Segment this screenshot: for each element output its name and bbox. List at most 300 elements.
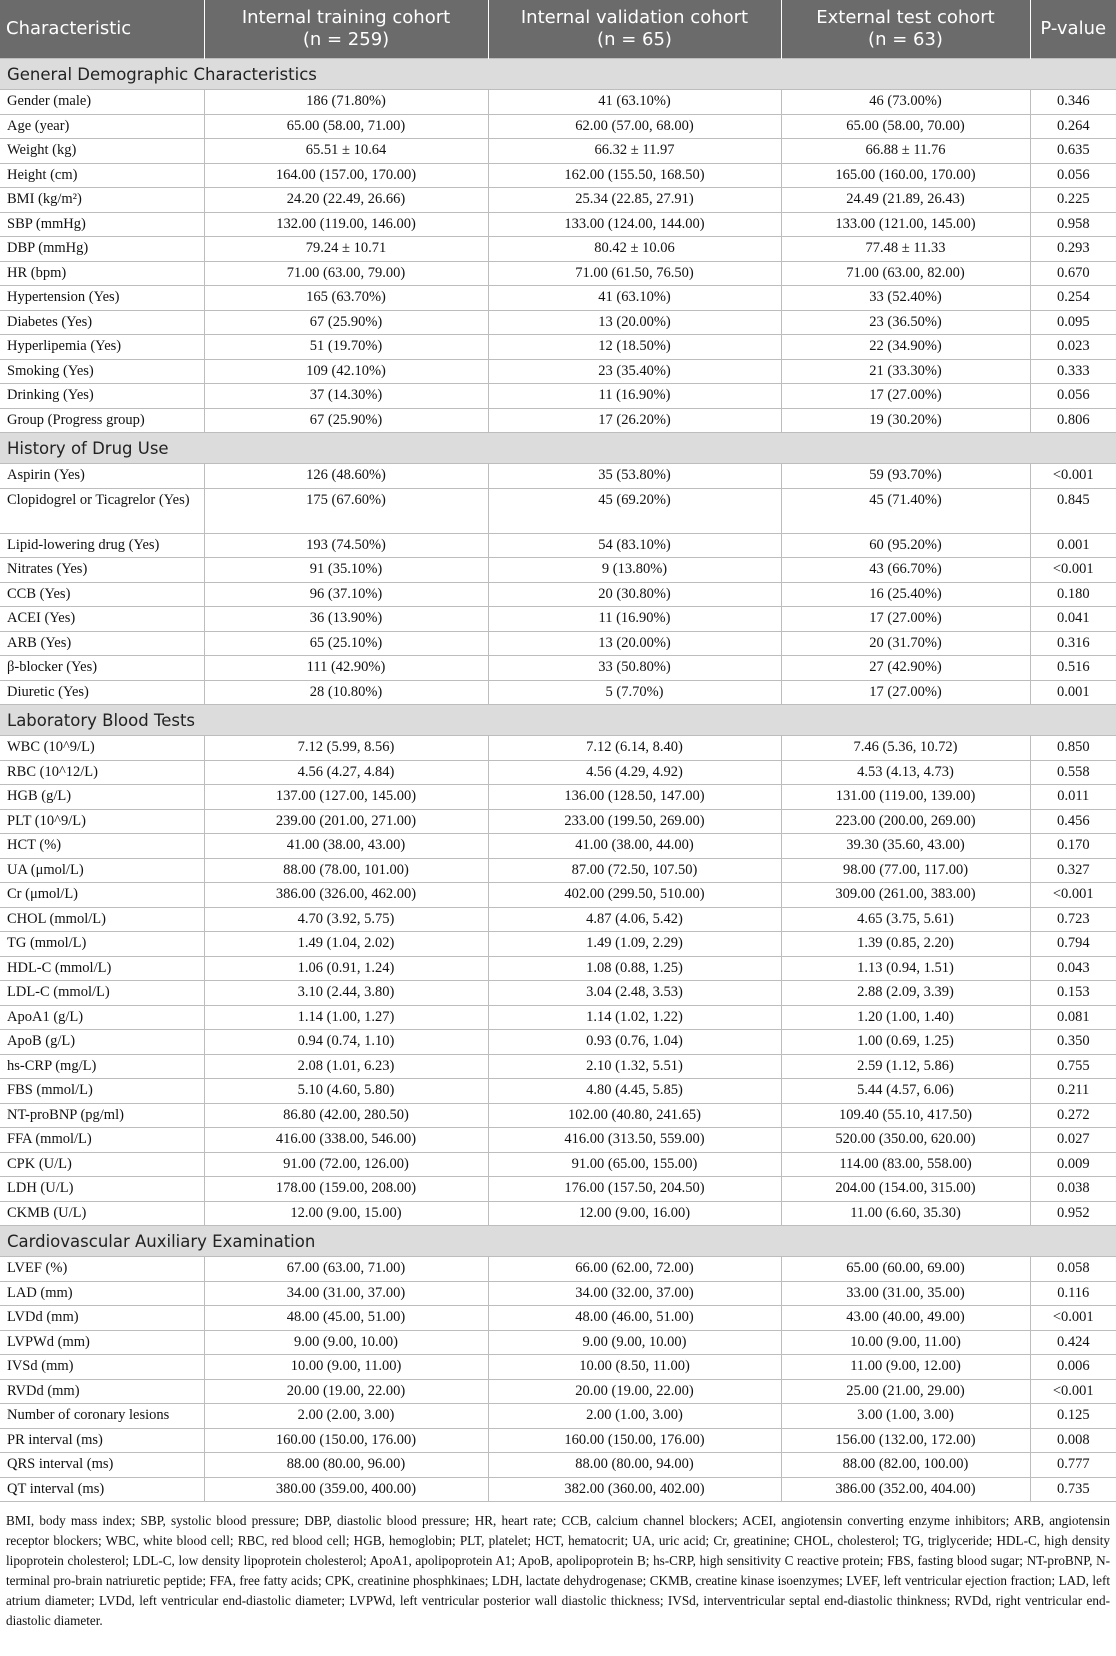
cell-p-value: <0.001 [1030, 558, 1116, 583]
cell-test: 19 (30.20%) [781, 408, 1030, 433]
cell-test: 4.65 (3.75, 5.61) [781, 907, 1030, 932]
header-label: Internal validation cohort [520, 7, 749, 28]
cell-test: 77.48 ± 11.33 [781, 237, 1030, 262]
cell-test: 46 (73.00%) [781, 90, 1030, 115]
cell-p-value: 0.735 [1030, 1477, 1116, 1502]
cell-characteristic: PR interval (ms) [0, 1428, 204, 1453]
cell-p-value: 0.558 [1030, 760, 1116, 785]
table-row [0, 1201, 1116, 1226]
cell-characteristic: ARB (Yes) [0, 631, 204, 656]
cell-test: 25.00 (21.00, 29.00) [781, 1379, 1030, 1404]
cell-characteristic: Diabetes (Yes) [0, 310, 204, 335]
cell-p-value: 0.272 [1030, 1103, 1116, 1128]
cell-validation: 41 (63.10%) [488, 286, 781, 311]
table-row [0, 237, 1116, 262]
cell-test: 17 (27.00%) [781, 384, 1030, 409]
cell-validation: 17 (26.20%) [488, 408, 781, 433]
cell-training: 126 (48.60%) [204, 464, 488, 489]
cell-training: 1.14 (1.00, 1.27) [204, 1005, 488, 1030]
cell-test: 59 (93.70%) [781, 464, 1030, 489]
header-row [0, 0, 1116, 59]
table-row [0, 907, 1116, 932]
cell-validation: 23 (35.40%) [488, 359, 781, 384]
cell-p-value: 0.006 [1030, 1355, 1116, 1380]
cell-training: 380.00 (359.00, 400.00) [204, 1477, 488, 1502]
cell-training: 137.00 (127.00, 145.00) [204, 785, 488, 810]
table-row [0, 310, 1116, 335]
cell-training: 96 (37.10%) [204, 582, 488, 607]
cell-validation: 20 (30.80%) [488, 582, 781, 607]
cell-p-value: 0.056 [1030, 384, 1116, 409]
cell-training: 36 (13.90%) [204, 607, 488, 632]
cell-characteristic: β-blocker (Yes) [0, 656, 204, 681]
cell-validation: 1.08 (0.88, 1.25) [488, 956, 781, 981]
cell-validation: 233.00 (199.50, 269.00) [488, 809, 781, 834]
section-title: Cardiovascular Auxiliary Examination [0, 1226, 1116, 1257]
cell-p-value: <0.001 [1030, 883, 1116, 908]
cell-p-value: 0.001 [1030, 680, 1116, 705]
cell-training: 67 (25.90%) [204, 408, 488, 433]
cell-test: 156.00 (132.00, 172.00) [781, 1428, 1030, 1453]
cell-characteristic: HGB (g/L) [0, 785, 204, 810]
cell-p-value: 0.041 [1030, 607, 1116, 632]
cell-test: 16 (25.40%) [781, 582, 1030, 607]
abbreviation-footnote: BMI, body mass index; SBP, systolic blood pressure; DBP, diastolic blood pressure; HR, heart rate; CCB, calcium channel blockers; ACEI, angiotensin converting enzyme inhibitors; ARB, angiotensin receptor blockers; WBC, white blood cell; RBC, red blood cell; HGB, hemoglobin; PLT, platelet; HCT, hematocrit; UA, uric acid; Cr, greatinine; CHOL, cholesterol; TG, triglyceride; HDL-C, high density lipoprotein cholesterol; LDL-C, low density lipoprotein cholesterol; ApoA1, apolipoprotein A1; ApoB, apolipoprotein B; hs-CRP, high sensitivity C reactive protein; FBS, fasting blood sugar; NT-proBNP, N-terminal pro-brain natriuretic peptide; FFA, free fatty acids; CPK, creatinine phosphkinaes; LDH, lactate dehydrogenase; CKMB, creatine kinase isoenzymes; LVEF, left ventricular ejection fraction; LAD, left atrium diameter; LVDd, left ventricular end-diastolic diameter; LVPWd, left ventricular posterior wall diastolic thickness; IVSd, interventricular septal end-diastolic thinkness; RVDd, right ventricular end-diastolic diameter. [6, 1513, 1110, 1628]
cell-test: 5.44 (4.57, 6.06) [781, 1079, 1030, 1104]
table-row [0, 1281, 1116, 1306]
cell-p-value: 0.845 [1030, 488, 1116, 533]
cell-characteristic: FBS (mmol/L) [0, 1079, 204, 1104]
cell-characteristic: TG (mmol/L) [0, 932, 204, 957]
cell-training: 7.12 (5.99, 8.56) [204, 736, 488, 761]
cell-training: 65.51 ± 10.64 [204, 139, 488, 164]
cell-validation: 2.10 (1.32, 5.51) [488, 1054, 781, 1079]
cell-validation: 62.00 (57.00, 68.00) [488, 114, 781, 139]
cell-validation: 25.34 (22.85, 27.91) [488, 188, 781, 213]
cell-training: 71.00 (63.00, 79.00) [204, 261, 488, 286]
table-row [0, 558, 1116, 583]
table-row [0, 809, 1116, 834]
cell-p-value: 0.008 [1030, 1428, 1116, 1453]
cell-p-value: 0.056 [1030, 163, 1116, 188]
cell-characteristic: Aspirin (Yes) [0, 464, 204, 489]
cell-validation: 88.00 (80.00, 94.00) [488, 1453, 781, 1478]
cell-validation: 71.00 (61.50, 76.50) [488, 261, 781, 286]
cell-training: 88.00 (80.00, 96.00) [204, 1453, 488, 1478]
table-row [0, 1030, 1116, 1055]
table-row [0, 286, 1116, 311]
cell-p-value: 0.058 [1030, 1257, 1116, 1282]
cell-characteristic: DBP (mmHg) [0, 237, 204, 262]
cell-test: 1.00 (0.69, 1.25) [781, 1030, 1030, 1055]
cell-test: 33.00 (31.00, 35.00) [781, 1281, 1030, 1306]
cell-characteristic: LDL-C (mmol/L) [0, 981, 204, 1006]
cell-validation: 102.00 (40.80, 241.65) [488, 1103, 781, 1128]
cell-test: 4.53 (4.13, 4.73) [781, 760, 1030, 785]
cell-test: 17 (27.00%) [781, 680, 1030, 705]
table-body [0, 59, 1116, 1502]
table-row [0, 760, 1116, 785]
table-row [0, 212, 1116, 237]
cell-validation: 9.00 (9.00, 10.00) [488, 1330, 781, 1355]
cell-p-value: 0.081 [1030, 1005, 1116, 1030]
cell-test: 7.46 (5.36, 10.72) [781, 736, 1030, 761]
cell-training: 416.00 (338.00, 546.00) [204, 1128, 488, 1153]
header-test-cohort [781, 0, 1030, 59]
cell-validation: 1.14 (1.02, 1.22) [488, 1005, 781, 1030]
cell-test: 11.00 (9.00, 12.00) [781, 1355, 1030, 1380]
cell-validation: 35 (53.80%) [488, 464, 781, 489]
cell-test: 66.88 ± 11.76 [781, 139, 1030, 164]
cell-validation: 11 (16.90%) [488, 384, 781, 409]
cell-test: 3.00 (1.00, 3.00) [781, 1404, 1030, 1429]
cell-p-value: 0.794 [1030, 932, 1116, 957]
cell-test: 165.00 (160.00, 170.00) [781, 163, 1030, 188]
cell-test: 109.40 (55.10, 417.50) [781, 1103, 1030, 1128]
cell-p-value: 0.755 [1030, 1054, 1116, 1079]
cell-p-value: 0.264 [1030, 114, 1116, 139]
header-label: Internal training cohort [241, 7, 451, 28]
cell-validation: 13 (20.00%) [488, 310, 781, 335]
cell-p-value: 0.958 [1030, 212, 1116, 237]
cell-characteristic: Clopidogrel or Ticagrelor (Yes) [0, 488, 204, 533]
table-row [0, 1257, 1116, 1282]
cell-p-value: 0.424 [1030, 1330, 1116, 1355]
cell-p-value: 0.327 [1030, 858, 1116, 883]
cell-characteristic: RVDd (mm) [0, 1379, 204, 1404]
cell-test: 24.49 (21.89, 26.43) [781, 188, 1030, 213]
cell-training: 24.20 (22.49, 26.66) [204, 188, 488, 213]
cell-characteristic: Number of coronary lesions [0, 1404, 204, 1429]
table-row [0, 1103, 1116, 1128]
cell-p-value: 0.043 [1030, 956, 1116, 981]
cell-p-value: 0.038 [1030, 1177, 1116, 1202]
cell-characteristic: Smoking (Yes) [0, 359, 204, 384]
section-title: Laboratory Blood Tests [0, 705, 1116, 736]
cell-training: 160.00 (150.00, 176.00) [204, 1428, 488, 1453]
table-row [0, 1477, 1116, 1502]
cell-characteristic: FFA (mmol/L) [0, 1128, 204, 1153]
cell-test: 20 (31.70%) [781, 631, 1030, 656]
cell-characteristic: LVPWd (mm) [0, 1330, 204, 1355]
cell-test: 23 (36.50%) [781, 310, 1030, 335]
cell-test: 1.20 (1.00, 1.40) [781, 1005, 1030, 1030]
cell-test: 2.88 (2.09, 3.39) [781, 981, 1030, 1006]
cell-validation: 41 (63.10%) [488, 90, 781, 115]
cell-characteristic: UA (μmol/L) [0, 858, 204, 883]
table-row [0, 1404, 1116, 1429]
table-row [0, 981, 1116, 1006]
cell-p-value: 0.346 [1030, 90, 1116, 115]
header-validation-cohort [488, 0, 781, 59]
cell-characteristic: HDL-C (mmol/L) [0, 956, 204, 981]
cell-training: 88.00 (78.00, 101.00) [204, 858, 488, 883]
cell-training: 79.24 ± 10.71 [204, 237, 488, 262]
cell-characteristic: Cr (μmol/L) [0, 883, 204, 908]
cell-validation: 87.00 (72.50, 107.50) [488, 858, 781, 883]
cell-validation: 9 (13.80%) [488, 558, 781, 583]
table-row [0, 335, 1116, 360]
cell-p-value: 0.806 [1030, 408, 1116, 433]
cell-characteristic: Hyperlipemia (Yes) [0, 335, 204, 360]
table-row [0, 188, 1116, 213]
cell-training: 20.00 (19.00, 22.00) [204, 1379, 488, 1404]
cell-training: 1.06 (0.91, 1.24) [204, 956, 488, 981]
cell-p-value: 0.254 [1030, 286, 1116, 311]
cell-validation: 4.87 (4.06, 5.42) [488, 907, 781, 932]
cell-validation: 33 (50.80%) [488, 656, 781, 681]
cell-p-value: 0.456 [1030, 809, 1116, 834]
cell-training: 9.00 (9.00, 10.00) [204, 1330, 488, 1355]
cell-validation: 160.00 (150.00, 176.00) [488, 1428, 781, 1453]
cell-validation: 11 (16.90%) [488, 607, 781, 632]
table-row [0, 163, 1116, 188]
cell-p-value: 0.952 [1030, 1201, 1116, 1226]
cell-test: 43 (66.70%) [781, 558, 1030, 583]
cell-training: 65 (25.10%) [204, 631, 488, 656]
section-header-row [0, 433, 1116, 464]
header-label: External test cohort [816, 7, 995, 28]
cell-test: 65.00 (60.00, 69.00) [781, 1257, 1030, 1282]
cell-training: 37 (14.30%) [204, 384, 488, 409]
cell-validation: 20.00 (19.00, 22.00) [488, 1379, 781, 1404]
cell-characteristic: CCB (Yes) [0, 582, 204, 607]
cell-validation: 41.00 (38.00, 44.00) [488, 834, 781, 859]
cell-validation: 1.49 (1.09, 2.29) [488, 932, 781, 957]
cell-test: 204.00 (154.00, 315.00) [781, 1177, 1030, 1202]
table-row [0, 114, 1116, 139]
cell-test: 71.00 (63.00, 82.00) [781, 261, 1030, 286]
cell-training: 34.00 (31.00, 37.00) [204, 1281, 488, 1306]
cell-training: 28 (10.80%) [204, 680, 488, 705]
cell-training: 4.56 (4.27, 4.84) [204, 760, 488, 785]
cell-validation: 80.42 ± 10.06 [488, 237, 781, 262]
table-row [0, 408, 1116, 433]
cell-characteristic: HR (bpm) [0, 261, 204, 286]
cell-validation: 66.32 ± 11.97 [488, 139, 781, 164]
table-row [0, 488, 1116, 533]
cell-training: 165 (63.70%) [204, 286, 488, 311]
section-title: General Demographic Characteristics [0, 59, 1116, 90]
table-row [0, 785, 1116, 810]
cell-test: 2.59 (1.12, 5.86) [781, 1054, 1030, 1079]
cell-validation: 66.00 (62.00, 72.00) [488, 1257, 781, 1282]
cell-characteristic: Height (cm) [0, 163, 204, 188]
cell-training: 186 (71.80%) [204, 90, 488, 115]
table-row [0, 1177, 1116, 1202]
cell-characteristic: SBP (mmHg) [0, 212, 204, 237]
cell-validation: 136.00 (128.50, 147.00) [488, 785, 781, 810]
cell-characteristic: Hypertension (Yes) [0, 286, 204, 311]
table-row [0, 384, 1116, 409]
header-n: (n = 63) [868, 29, 943, 50]
cell-test: 60 (95.20%) [781, 533, 1030, 558]
cell-characteristic: CKMB (U/L) [0, 1201, 204, 1226]
table-row [0, 956, 1116, 981]
cell-p-value: 0.516 [1030, 656, 1116, 681]
cell-p-value: 0.001 [1030, 533, 1116, 558]
cell-test: 520.00 (350.00, 620.00) [781, 1128, 1030, 1153]
cell-validation: 3.04 (2.48, 3.53) [488, 981, 781, 1006]
cell-test: 11.00 (6.60, 35.30) [781, 1201, 1030, 1226]
cell-test: 10.00 (9.00, 11.00) [781, 1330, 1030, 1355]
cell-training: 65.00 (58.00, 71.00) [204, 114, 488, 139]
header-label: Characteristic [6, 18, 132, 39]
header-training-cohort [204, 0, 488, 59]
cell-characteristic: hs-CRP (mg/L) [0, 1054, 204, 1079]
cell-characteristic: BMI (kg/m²) [0, 188, 204, 213]
cell-training: 2.00 (2.00, 3.00) [204, 1404, 488, 1429]
table-row [0, 631, 1116, 656]
cell-validation: 13 (20.00%) [488, 631, 781, 656]
cell-characteristic: ACEI (Yes) [0, 607, 204, 632]
cell-validation: 176.00 (157.50, 204.50) [488, 1177, 781, 1202]
cell-characteristic: WBC (10^9/L) [0, 736, 204, 761]
cell-p-value: 0.023 [1030, 335, 1116, 360]
cell-test: 65.00 (58.00, 70.00) [781, 114, 1030, 139]
cell-characteristic: ApoA1 (g/L) [0, 1005, 204, 1030]
cell-characteristic: CPK (U/L) [0, 1152, 204, 1177]
table-row [0, 1079, 1116, 1104]
cell-validation: 48.00 (46.00, 51.00) [488, 1306, 781, 1331]
cell-test: 33 (52.40%) [781, 286, 1030, 311]
cell-characteristic: LVDd (mm) [0, 1306, 204, 1331]
cell-characteristic: Weight (kg) [0, 139, 204, 164]
cell-characteristic: Drinking (Yes) [0, 384, 204, 409]
cell-training: 91.00 (72.00, 126.00) [204, 1152, 488, 1177]
cell-characteristic: QRS interval (ms) [0, 1453, 204, 1478]
section-header-row [0, 59, 1116, 90]
cell-p-value: 0.850 [1030, 736, 1116, 761]
cell-training: 86.80 (42.00, 280.50) [204, 1103, 488, 1128]
table-row [0, 359, 1116, 384]
cell-training: 1.49 (1.04, 2.02) [204, 932, 488, 957]
cell-validation: 162.00 (155.50, 168.50) [488, 163, 781, 188]
cell-characteristic: LAD (mm) [0, 1281, 204, 1306]
cell-test: 45 (71.40%) [781, 488, 1030, 533]
cell-p-value: 0.170 [1030, 834, 1116, 859]
table-row [0, 464, 1116, 489]
cell-validation: 45 (69.20%) [488, 488, 781, 533]
header-n: (n = 259) [302, 29, 390, 50]
cell-p-value: 0.211 [1030, 1079, 1116, 1104]
cell-test: 1.39 (0.85, 2.20) [781, 932, 1030, 957]
table-row [0, 834, 1116, 859]
cell-characteristic: ApoB (g/L) [0, 1030, 204, 1055]
table-row [0, 582, 1116, 607]
cell-training: 239.00 (201.00, 271.00) [204, 809, 488, 834]
cell-validation: 54 (83.10%) [488, 533, 781, 558]
table-row [0, 1152, 1116, 1177]
cell-validation: 12 (18.50%) [488, 335, 781, 360]
cell-test: 386.00 (352.00, 404.00) [781, 1477, 1030, 1502]
table-row [0, 607, 1116, 632]
cell-test: 39.30 (35.60, 43.00) [781, 834, 1030, 859]
cell-test: 1.13 (0.94, 1.51) [781, 956, 1030, 981]
table-row [0, 883, 1116, 908]
cell-validation: 34.00 (32.00, 37.00) [488, 1281, 781, 1306]
cell-training: 3.10 (2.44, 3.80) [204, 981, 488, 1006]
cell-characteristic: Gender (male) [0, 90, 204, 115]
cell-training: 164.00 (157.00, 170.00) [204, 163, 488, 188]
table-row [0, 139, 1116, 164]
cell-characteristic: LVEF (%) [0, 1257, 204, 1282]
table-row [0, 1128, 1116, 1153]
table-row [0, 656, 1116, 681]
cell-characteristic: QT interval (ms) [0, 1477, 204, 1502]
cell-p-value: 0.095 [1030, 310, 1116, 335]
cell-p-value: 0.009 [1030, 1152, 1116, 1177]
cell-validation: 4.80 (4.45, 5.85) [488, 1079, 781, 1104]
cell-validation: 7.12 (6.14, 8.40) [488, 736, 781, 761]
section-header-row [0, 705, 1116, 736]
cell-training: 67.00 (63.00, 71.00) [204, 1257, 488, 1282]
cell-training: 175 (67.60%) [204, 488, 488, 533]
cell-p-value: <0.001 [1030, 1379, 1116, 1404]
cell-characteristic: RBC (10^12/L) [0, 760, 204, 785]
cell-p-value: 0.116 [1030, 1281, 1116, 1306]
cell-validation: 2.00 (1.00, 3.00) [488, 1404, 781, 1429]
cell-test: 17 (27.00%) [781, 607, 1030, 632]
cell-p-value: 0.316 [1030, 631, 1116, 656]
cell-training: 91 (35.10%) [204, 558, 488, 583]
cell-p-value: <0.001 [1030, 1306, 1116, 1331]
cell-test: 133.00 (121.00, 145.00) [781, 212, 1030, 237]
cell-training: 41.00 (38.00, 43.00) [204, 834, 488, 859]
cell-test: 98.00 (77.00, 117.00) [781, 858, 1030, 883]
cell-validation: 5 (7.70%) [488, 680, 781, 705]
cell-training: 193 (74.50%) [204, 533, 488, 558]
cell-test: 21 (33.30%) [781, 359, 1030, 384]
table-row [0, 1330, 1116, 1355]
cell-training: 0.94 (0.74, 1.10) [204, 1030, 488, 1055]
cell-characteristic: Group (Progress group) [0, 408, 204, 433]
cell-test: 309.00 (261.00, 383.00) [781, 883, 1030, 908]
table-row [0, 1428, 1116, 1453]
table-row [0, 90, 1116, 115]
table-row [0, 533, 1116, 558]
cell-training: 51 (19.70%) [204, 335, 488, 360]
table-row [0, 1306, 1116, 1331]
table-row [0, 1005, 1116, 1030]
cell-characteristic: IVSd (mm) [0, 1355, 204, 1380]
cell-training: 109 (42.10%) [204, 359, 488, 384]
cell-p-value: 0.777 [1030, 1453, 1116, 1478]
cell-characteristic: Nitrates (Yes) [0, 558, 204, 583]
table-row [0, 736, 1116, 761]
header-characteristic [0, 0, 204, 59]
cell-test: 114.00 (83.00, 558.00) [781, 1152, 1030, 1177]
cell-characteristic: CHOL (mmol/L) [0, 907, 204, 932]
cell-training: 67 (25.90%) [204, 310, 488, 335]
cell-p-value: <0.001 [1030, 464, 1116, 489]
cell-p-value: 0.670 [1030, 261, 1116, 286]
cell-training: 178.00 (159.00, 208.00) [204, 1177, 488, 1202]
table-row [0, 858, 1116, 883]
cell-characteristic: NT-proBNP (pg/ml) [0, 1103, 204, 1128]
cell-p-value: 0.333 [1030, 359, 1116, 384]
cell-characteristic: LDH (U/L) [0, 1177, 204, 1202]
cell-characteristic: Diuretic (Yes) [0, 680, 204, 705]
cell-validation: 91.00 (65.00, 155.00) [488, 1152, 781, 1177]
table-row [0, 680, 1116, 705]
section-header-row [0, 1226, 1116, 1257]
table-row [0, 1355, 1116, 1380]
cell-validation: 10.00 (8.50, 11.00) [488, 1355, 781, 1380]
cell-training: 111 (42.90%) [204, 656, 488, 681]
cell-p-value: 0.293 [1030, 237, 1116, 262]
header-p-value [1030, 0, 1116, 59]
